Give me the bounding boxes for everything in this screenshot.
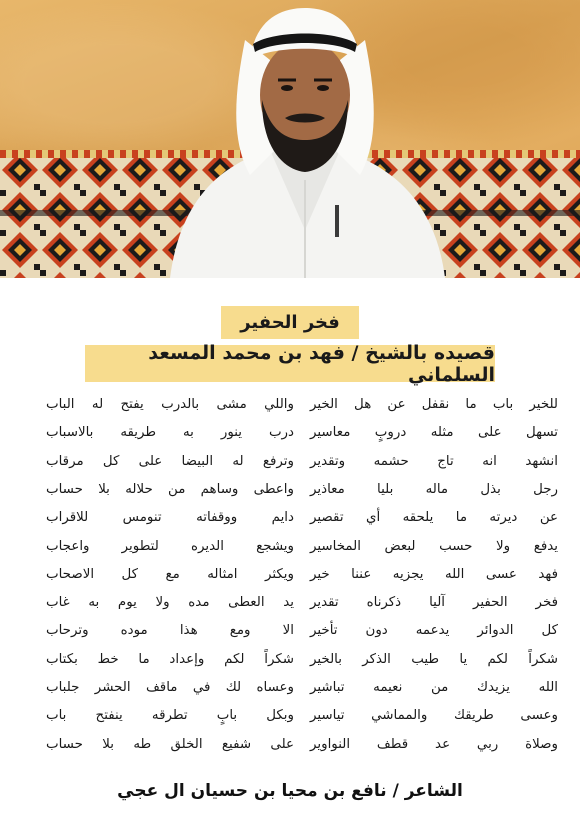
verse-row: [0, 449, 580, 475]
verse-second-half: دايم ووقفاته تنومس للاقراب: [46, 510, 294, 526]
verse-second-half: ويكثر امثاله مع كل الاصحاب: [46, 566, 294, 582]
verse-row: [0, 534, 580, 560]
verse-row: [0, 505, 580, 531]
verse-row: [0, 647, 580, 673]
verse-first-half: فهد عسى الله يجزيه عننا خير: [310, 566, 558, 582]
verse-row: [0, 590, 580, 616]
verse-first-half: للخير باب ما نقفل عن هل الخير: [310, 397, 558, 412]
verse-first-half: كل الدوائر يدعمه دون تأخير: [310, 623, 558, 639]
verse-second-half: ويشجع الديره لتطوير واعجاب: [46, 538, 294, 554]
verse-second-half: واللي مشى بالدرب يفتح له الباب: [46, 397, 294, 412]
verse-second-half: وترفع له البيضا على كل مرقاب: [46, 453, 294, 469]
verse-first-half: وصلاة ربي عد قطف النواوير: [310, 736, 558, 752]
verse-row: [0, 420, 580, 446]
poem-subtitle: قصيده بالشيخ / فهد بن محمد المسعد السلماني: [85, 345, 495, 382]
verse-row: [0, 392, 580, 418]
verse-first-half: فخر الحفير آليا ذكرناه تقدير: [310, 595, 558, 611]
verse-second-half: شكراً لكم وإعداد ما خط بكتاب: [46, 651, 294, 667]
verse-row: [0, 703, 580, 729]
verse-second-half: الا ومع هذا موده وترحاب: [46, 623, 294, 639]
verse-second-half: وعساه لك في ماقف الحشر جلباب: [46, 680, 294, 695]
man-portrait-illustration: [150, 0, 460, 278]
verse-first-half: انشهد انه تاج حشمه وتقدير: [310, 453, 558, 469]
verse-second-half: وبكل بابٍ تطرقه ينفتح باب: [46, 708, 294, 724]
verse-second-half: يد العطى مده ولا يوم به غاب: [46, 595, 294, 611]
poet-signature: الشاعر / نافع بن محيا بن حسيان ال عجي: [117, 781, 463, 801]
poem-body: [0, 392, 580, 772]
verse-second-half: على شفيع الخلق طه بلا حساب: [46, 736, 294, 752]
verse-row: [0, 477, 580, 503]
verse-first-half: الله يزيدك من نعيمه تباشير: [310, 680, 558, 695]
verse-row: [0, 675, 580, 701]
verse-first-half: شكراً لكم يا طيب الذكر بالخير: [310, 651, 558, 667]
verse-first-half: عن ديرته ما يلحقه أي تقصير: [310, 510, 558, 526]
verse-row: [0, 562, 580, 588]
verse-second-half: درب ينور به طريقه بالاسباب: [46, 425, 294, 441]
poem-title: فخر الحفير: [221, 306, 359, 339]
verse-row: [0, 618, 580, 644]
verse-second-half: واعطى وساهم من حلاله بلا حساب: [46, 481, 294, 497]
verse-first-half: تسهل على مثله دروبٍ معاسير: [310, 425, 558, 441]
verse-first-half: رجل بذل ماله بليا معاذير: [310, 481, 558, 497]
verse-row: [0, 732, 580, 758]
portrait-photo: [0, 0, 580, 278]
verse-first-half: يدفع ولا حسب لبعض المخاسير: [310, 538, 558, 554]
verse-first-half: وعسى طريقك والمماشي تياسير: [310, 708, 558, 724]
